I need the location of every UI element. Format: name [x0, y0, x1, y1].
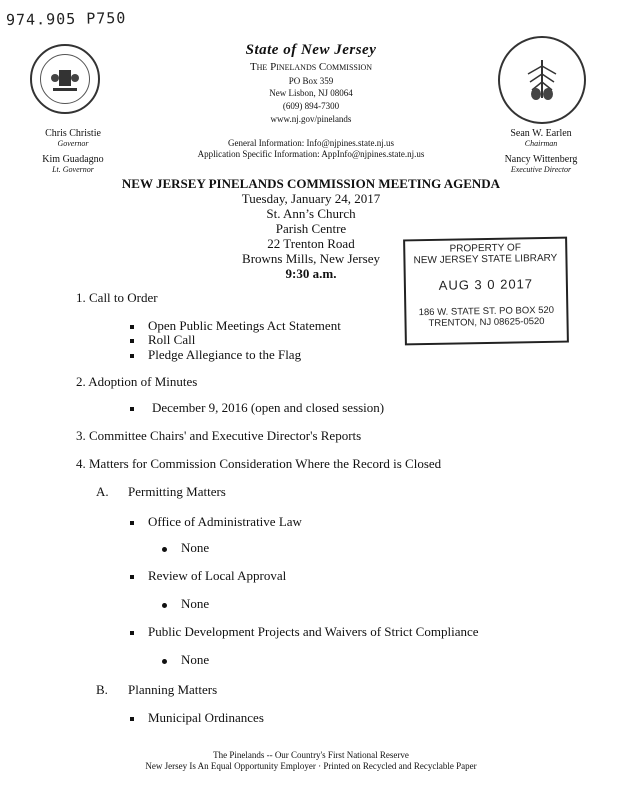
list-item: Pledge Allegiance to the Flag: [130, 347, 301, 363]
agenda-item-4: 4. Matters for Commission Consideration Where the Record is Closed: [76, 456, 442, 471]
phone: (609) 894-7300: [282, 101, 340, 111]
executive-director-role: Executive Director: [510, 165, 572, 174]
application-info: Application Specific Information: AppInfo@njpines.state.nj.us: [197, 149, 425, 159]
contact-lines: [180, 138, 442, 159]
list-item: Office of Administrative Law: [130, 514, 302, 530]
footer-employer: New Jersey Is An Equal Opportunity Employer · Printed on Recycled and Recyclable Paper: [145, 761, 477, 771]
list-item: Roll Call: [130, 332, 195, 348]
city-zip: New Lisbon, NJ 08064: [269, 88, 353, 98]
stamp-date: AUG 3 0 2017: [438, 276, 534, 293]
stamp-city: TRENTON, NJ 08625-0520: [428, 315, 545, 330]
meeting-time: 9:30 a.m.: [285, 266, 337, 281]
state-title: State of New Jersey: [245, 42, 377, 58]
list-item: None: [162, 596, 209, 612]
chairman-block: [496, 128, 586, 174]
section-a-title: Permitting Matters: [128, 484, 226, 499]
list-item: None: [162, 652, 209, 668]
list-item: Public Development Projects and Waivers of Strict Compliance: [130, 624, 479, 640]
governor-role: Governor: [57, 139, 89, 148]
list-item: None: [162, 540, 209, 556]
chairman-name: Sean W. Earlen: [510, 128, 572, 139]
lt-governor-name: Kim Guadagno: [42, 154, 104, 165]
governor-block: [38, 128, 108, 174]
list-item: Open Public Meetings Act Statement: [130, 318, 341, 334]
general-info: General Information: Info@njpines.state.nj.us: [228, 138, 394, 148]
executive-director-name: Nancy Wittenberg: [504, 154, 578, 165]
footer-reserve: The Pinelands -- Our Country's First National Reserve: [213, 750, 409, 760]
pinelands-commission-seal: [498, 36, 586, 124]
handwritten-catalog-number: 974.905 P750: [5, 8, 127, 30]
section-b-letter: B.: [96, 682, 108, 697]
list-item: Review of Local Approval: [130, 568, 286, 584]
section-a-letter: A.: [96, 484, 109, 499]
stamp-line-library: NEW JERSEY STATE LIBRARY: [413, 252, 558, 267]
agency-name: The Pinelands Commission: [249, 61, 373, 73]
governor-name: Chris Christie: [45, 128, 101, 139]
chairman-role: Chairman: [524, 139, 558, 148]
stamp-line-property: PROPERTY OF: [449, 242, 522, 255]
website: www.nj.gov/pinelands: [270, 114, 352, 124]
footer: [60, 750, 562, 771]
venue-parish: Parish Centre: [275, 221, 347, 236]
venue-church: St. Ann’s Church: [266, 206, 356, 221]
stamp-address: 186 W. STATE ST. PO BOX 520: [418, 304, 555, 319]
list-item: Municipal Ordinances: [130, 710, 264, 726]
agenda-item-3: 3. Committee Chairs' and Executive Director's Reports: [76, 428, 362, 443]
lt-governor-role: Lt. Governor: [52, 165, 94, 174]
list-item: December 9, 2016 (open and closed session): [130, 400, 384, 416]
nj-state-seal: [30, 44, 100, 114]
section-b-title: Planning Matters: [128, 682, 218, 697]
po-box: PO Box 359: [288, 76, 334, 86]
agenda-title: NEW JERSEY PINELANDS COMMISSION MEETING AGENDA: [121, 176, 501, 191]
meeting-date: Tuesday, January 24, 2017: [241, 191, 381, 206]
venue-city: Browns Mills, New Jersey: [242, 251, 380, 266]
venue-address: 22 Trenton Road: [267, 236, 355, 251]
library-property-stamp: [403, 237, 569, 346]
agenda-item-1: 1. Call to Order: [76, 290, 158, 305]
letterhead: [200, 42, 422, 124]
agenda-item-2: 2. Adoption of Minutes: [76, 374, 198, 389]
